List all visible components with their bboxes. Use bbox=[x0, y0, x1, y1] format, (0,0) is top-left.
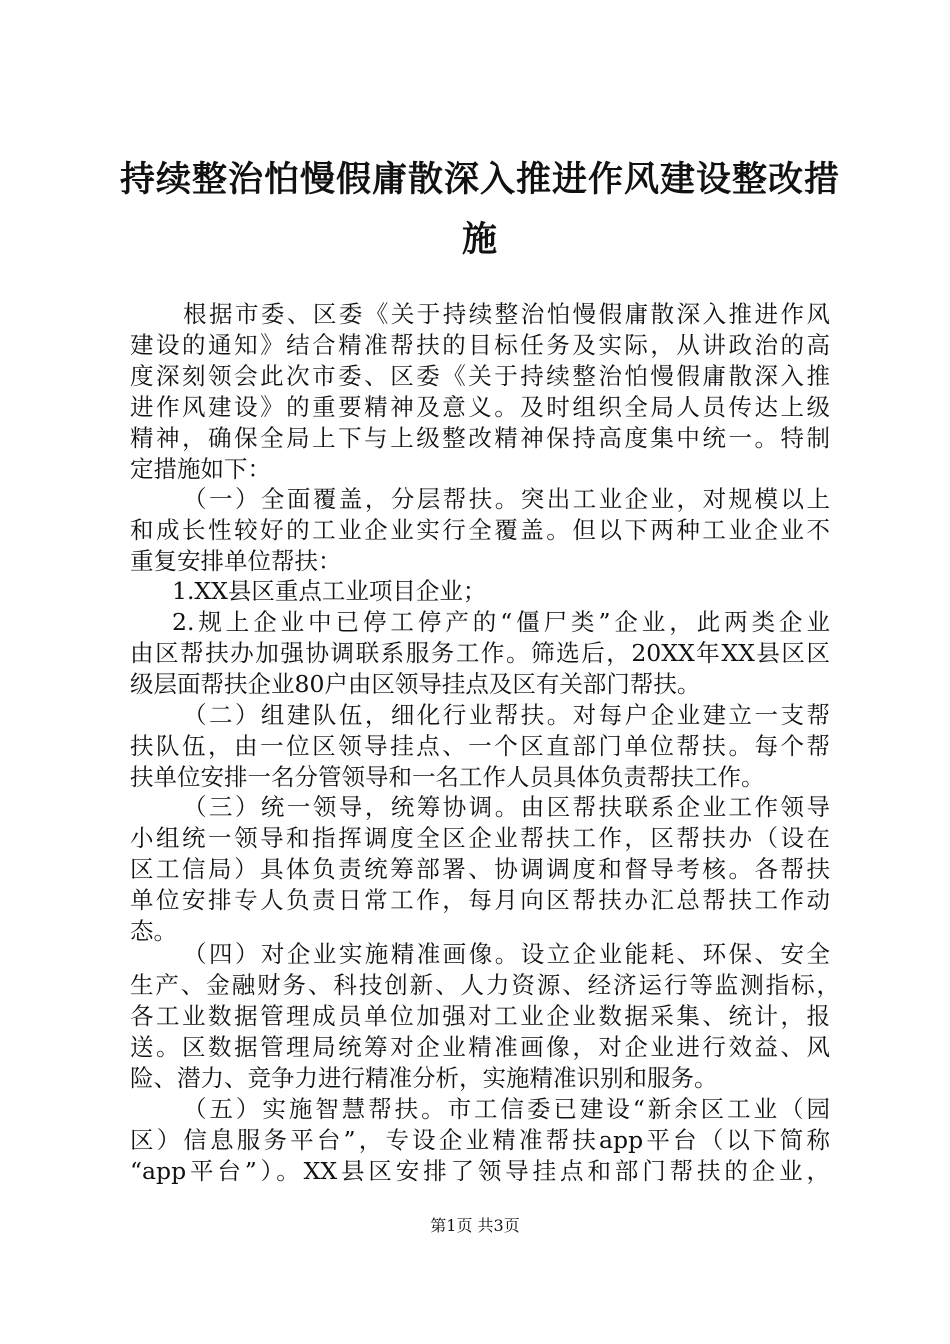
document-title-line-2: 施 bbox=[461, 219, 498, 260]
paragraph-line: 度深刻领会此次市委、区委《关于持续整治怕慢假庸散深入推 bbox=[130, 362, 830, 390]
document-title-line-1: 持续整治怕慢假庸散深入推进作风建设整改措 bbox=[120, 159, 841, 200]
paragraph-line: 由区帮扶办加强协调联系服务工作。筛选后，20XX年XX县区区 bbox=[130, 639, 830, 667]
paragraph-line: （二）组建队伍，细化行业帮扶。对每户企业建立一支帮 bbox=[183, 701, 830, 729]
paragraph-line: 各工业数据管理成员单位加强对工业企业数据采集、统计，报 bbox=[130, 1002, 830, 1030]
paragraph-line: 单位安排专人负责日常工作，每月向区帮扶办汇总帮扶工作动 bbox=[130, 886, 830, 914]
paragraph-line: 精神，确保全局上下与上级整改精神保持高度集中统一。特制 bbox=[130, 424, 830, 452]
list-item-line: 1.XX县区重点工业项目企业； bbox=[172, 577, 487, 605]
paragraph-line: 区工信局）具体负责统筹部署、协调调度和督导考核。各帮扶 bbox=[130, 855, 830, 883]
paragraph-line: 送。区数据管理局统筹对企业精准画像，对企业进行效益、风 bbox=[130, 1033, 830, 1061]
paragraph-line: 定措施如下： bbox=[130, 455, 271, 483]
paragraph-line: 态。 bbox=[130, 917, 177, 945]
paragraph-line: 和成长性较好的工业企业实行全覆盖。但以下两种工业企业不 bbox=[130, 516, 830, 544]
paragraph-line: （五）实施智慧帮扶。市工信委已建设“新余区工业（园 bbox=[183, 1095, 830, 1123]
paragraph-line: 扶单位安排一名分管领导和一名工作人员具体负责帮扶工作。 bbox=[130, 763, 765, 791]
list-item-line: 2.规上企业中已停工停产的“僵尸类”企业，此两类企业 bbox=[172, 608, 830, 636]
paragraph-line: 重复安排单位帮扶： bbox=[130, 547, 342, 575]
paragraph-line: 进作风建设》的重要精神及意义。及时组织全局人员传达上级 bbox=[130, 393, 830, 421]
paragraph-line: （三）统一领导，统筹协调。由区帮扶联系企业工作领导 bbox=[183, 793, 830, 821]
paragraph-line: 扶队伍，由一位区领导挂点、一个区直部门单位帮扶。每个帮 bbox=[130, 732, 830, 760]
paragraph-line: （一）全面覆盖，分层帮扶。突出工业企业，对规模以上 bbox=[183, 485, 830, 513]
paragraph-line: 区）信息服务平台”，专设企业精准帮扶app平台（以下简称 bbox=[130, 1126, 830, 1154]
paragraph-line: 根据市委、区委《关于持续整治怕慢假庸散深入推进作风 bbox=[183, 300, 830, 328]
paragraph-line: 建设的通知》结合精准帮扶的目标任务及实际，从讲政治的高 bbox=[130, 331, 830, 359]
paragraph-line: 险、潜力、竞争力进行精准分析，实施精准识别和服务。 bbox=[130, 1064, 718, 1092]
page-footer: 第1页 共3页 bbox=[430, 1216, 520, 1235]
paragraph-line: 生产、金融财务、科技创新、人力资源、经济运行等监测指标， bbox=[130, 971, 840, 999]
paragraph-line: “app平台”）。XX县区安排了领导挂点和部门帮扶的企业， bbox=[130, 1157, 830, 1185]
paragraph-line: 小组统一领导和指挥调度全区企业帮扶工作，区帮扶办（设在 bbox=[130, 824, 830, 852]
paragraph-line: 级层面帮扶企业80户由区领导挂点及区有关部门帮扶。 bbox=[130, 670, 701, 698]
paragraph-line: （四）对企业实施精准画像。设立企业能耗、环保、安全 bbox=[183, 940, 830, 968]
